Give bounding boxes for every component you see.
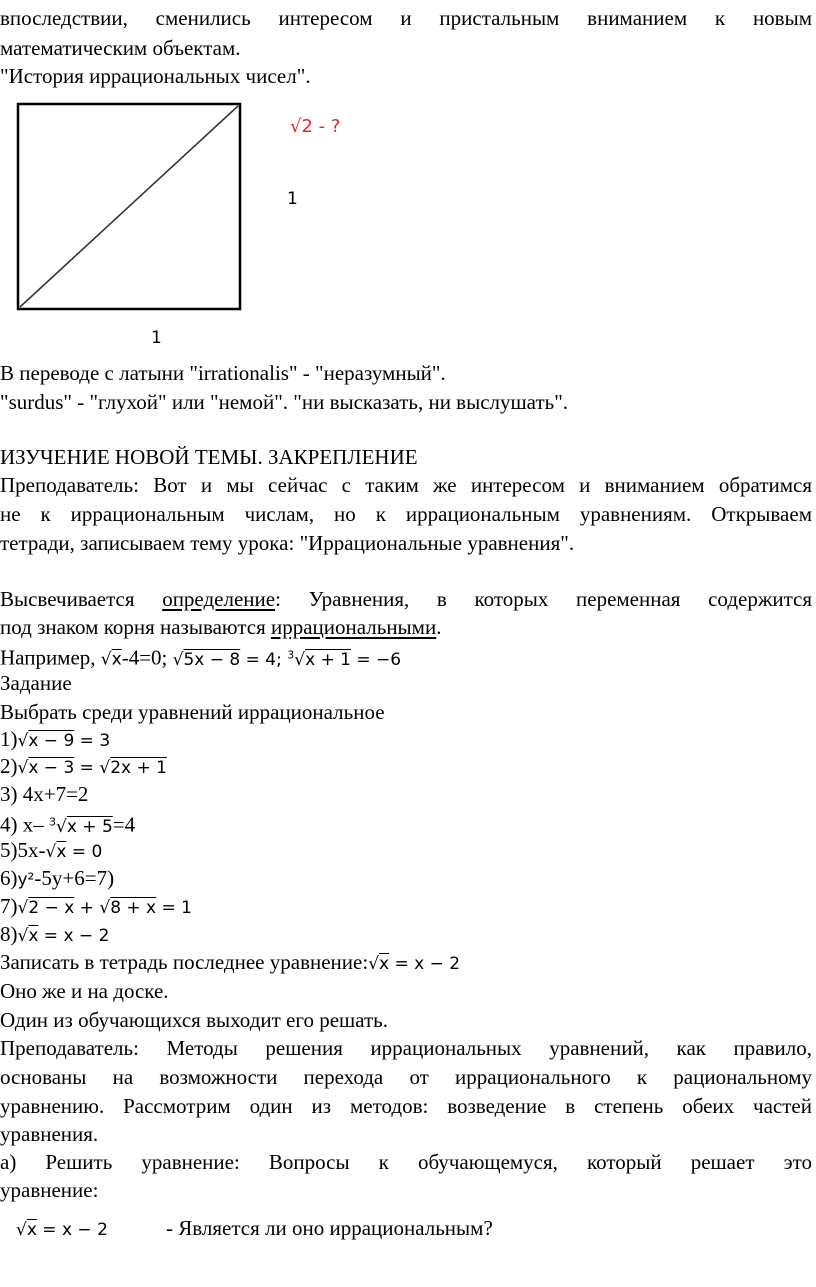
equation-2: 2)√x − 3 = √2x + 1 [0,754,167,778]
teacher-line-2: не к иррациональным числам, но к иррациональным уравнениям. Открываем [0,502,812,526]
equation-7: 7)√2 − x + √8 + x = 1 [0,894,192,918]
radicand: x [26,1220,37,1240]
equation-text: 5x- [17,838,46,862]
radicand: x [28,926,39,946]
root-index: 3 [49,815,56,828]
square-diagonal [20,106,238,307]
write-rhs: = x − 2 [389,954,461,974]
latin-line-1: В переводе с латыни "irrationalis" - "неразумный". [0,361,446,385]
task-title: Задание [0,671,72,695]
board-note: Оно же и на доске. [0,979,169,1003]
radicand: 2 − x [28,898,75,918]
side-label-bottom: 1 [151,328,162,348]
student-note: Один из обучающихся выходит его решать. [0,1008,388,1032]
equation-5: 5)5x-√x = 0 [0,838,103,862]
equation-number: 4) [0,812,23,837]
teacher-line-3: тетради, записываем тему урока: "Иррациональные уравнения". [0,531,575,555]
equation-text: 4x+7=2 [22,782,89,806]
equation-plus: + [74,898,100,918]
sqrt2-annotation: √2 - ? [290,116,341,137]
equation-rhs: =4 [112,812,136,837]
examples-text: -4=0; [121,645,173,670]
equation-rhs: = [74,758,100,778]
examples-prefix: Например, [0,645,101,670]
radicand: x − 9 [28,731,75,751]
latin-line-2: "surdus" - "глухой" или "немой". "ни высказать, ни выслушать". [0,390,569,414]
intro-line-2: математическим объектам. [0,36,241,60]
part-a-line-2: уравнение: [0,1178,99,1202]
methods-line-2: основаны на возможности перехода от иррационального к рациональному [0,1065,812,1089]
question-text: - Является ли оно иррациональным? [166,1216,493,1240]
equation-8: 8)√x = x − 2 [0,922,110,946]
write-text: Записать в тетрадь последнее уравнение: [0,950,369,974]
intro-line-1: впоследствии, сменились интересом и пристальным вниманием к новым [0,6,812,30]
examples-text: = 4; [240,649,288,670]
equation-rhs: = x − 2 [38,926,110,946]
definition-text: под знаком корня называются [0,615,271,639]
definition-text: . [436,615,442,639]
equation-text: -5y+6=7) [34,866,115,890]
equation-number: 8) [0,922,18,946]
equation-rhs: = 3 [74,731,111,751]
equation-6 [0,864,812,894]
examples-line: Например, √x-4=0; √5x − 8 = 4; $^3$√x + 1 = −6 [0,645,402,670]
radicand: x [379,954,390,974]
side-label-right: 1 [287,189,298,209]
methods-line-4: уравнения. [0,1122,99,1146]
definition-text: : Уравнения, в которых переменная содержится [275,587,812,611]
final-question: √x = x − 2 - Является ли оно иррациональным? [16,1216,493,1240]
equation-1: 1)√x − 9 = 3 [0,727,111,751]
equation-4: 4) x– $^3$√x + 5=4 [0,812,136,837]
radicand: 5x − 8 [183,649,241,670]
irrational-keyword: иррациональными [270,615,437,639]
radicand: x [56,842,67,862]
root-index: 3 [287,648,295,661]
equation-number: 3) [0,782,23,806]
equation-rhs: = 1 [156,898,192,918]
section-title: ИЗУЧЕНИЕ НОВОЙ ТЕМЫ. ЗАКРЕПЛЕНИЕ [0,445,418,469]
definition-keyword: определение [162,587,276,611]
equation-3 [0,780,812,808]
square-diagram [0,88,400,348]
task-instruction: Выбрать среди уравнений иррациональное [0,700,385,724]
examples-text: = −6 [351,649,402,670]
radicand: x [111,649,122,670]
definition-line-1 [0,585,812,613]
radicand: 2x + 1 [110,758,167,778]
equation-text: x– [22,812,49,837]
equation-rhs: = 0 [66,842,103,862]
teacher-line-1: Преподаватель: Вот и мы сейчас с таким же интересом и вниманием обратимся [0,473,812,497]
final-rhs: = x − 2 [36,1220,108,1240]
radicand: x + 1 [305,649,351,670]
equation-number: 7) [0,894,18,918]
part-a-line-1: а) Решить уравнение: Вопросы к обучающемуся, который решает это [0,1150,812,1174]
equation-number: 1) [0,727,18,751]
radicand: x + 5 [66,816,113,837]
methods-line-1: Преподаватель: Методы решения иррациональных уравнений, как правило, [0,1036,812,1060]
radicand: 8 + x [110,898,157,918]
definition-line-2 [0,613,812,641]
y-squared: y² [17,870,35,890]
definition-text: Высвечивается [0,587,163,611]
equation-number: 6) [0,866,18,890]
write-instruction: Записать в тетрадь последнее уравнение:√x = x − 2 [0,950,461,974]
equation-number: 2) [0,754,18,778]
equation-number: 5) [0,838,18,862]
methods-line-3: уравнению. Рассмотрим один из методов: возведение в степень обеих частей [0,1094,812,1118]
radicand: x − 3 [28,758,75,778]
history-quote: "История иррациональных чисел". [0,64,311,88]
